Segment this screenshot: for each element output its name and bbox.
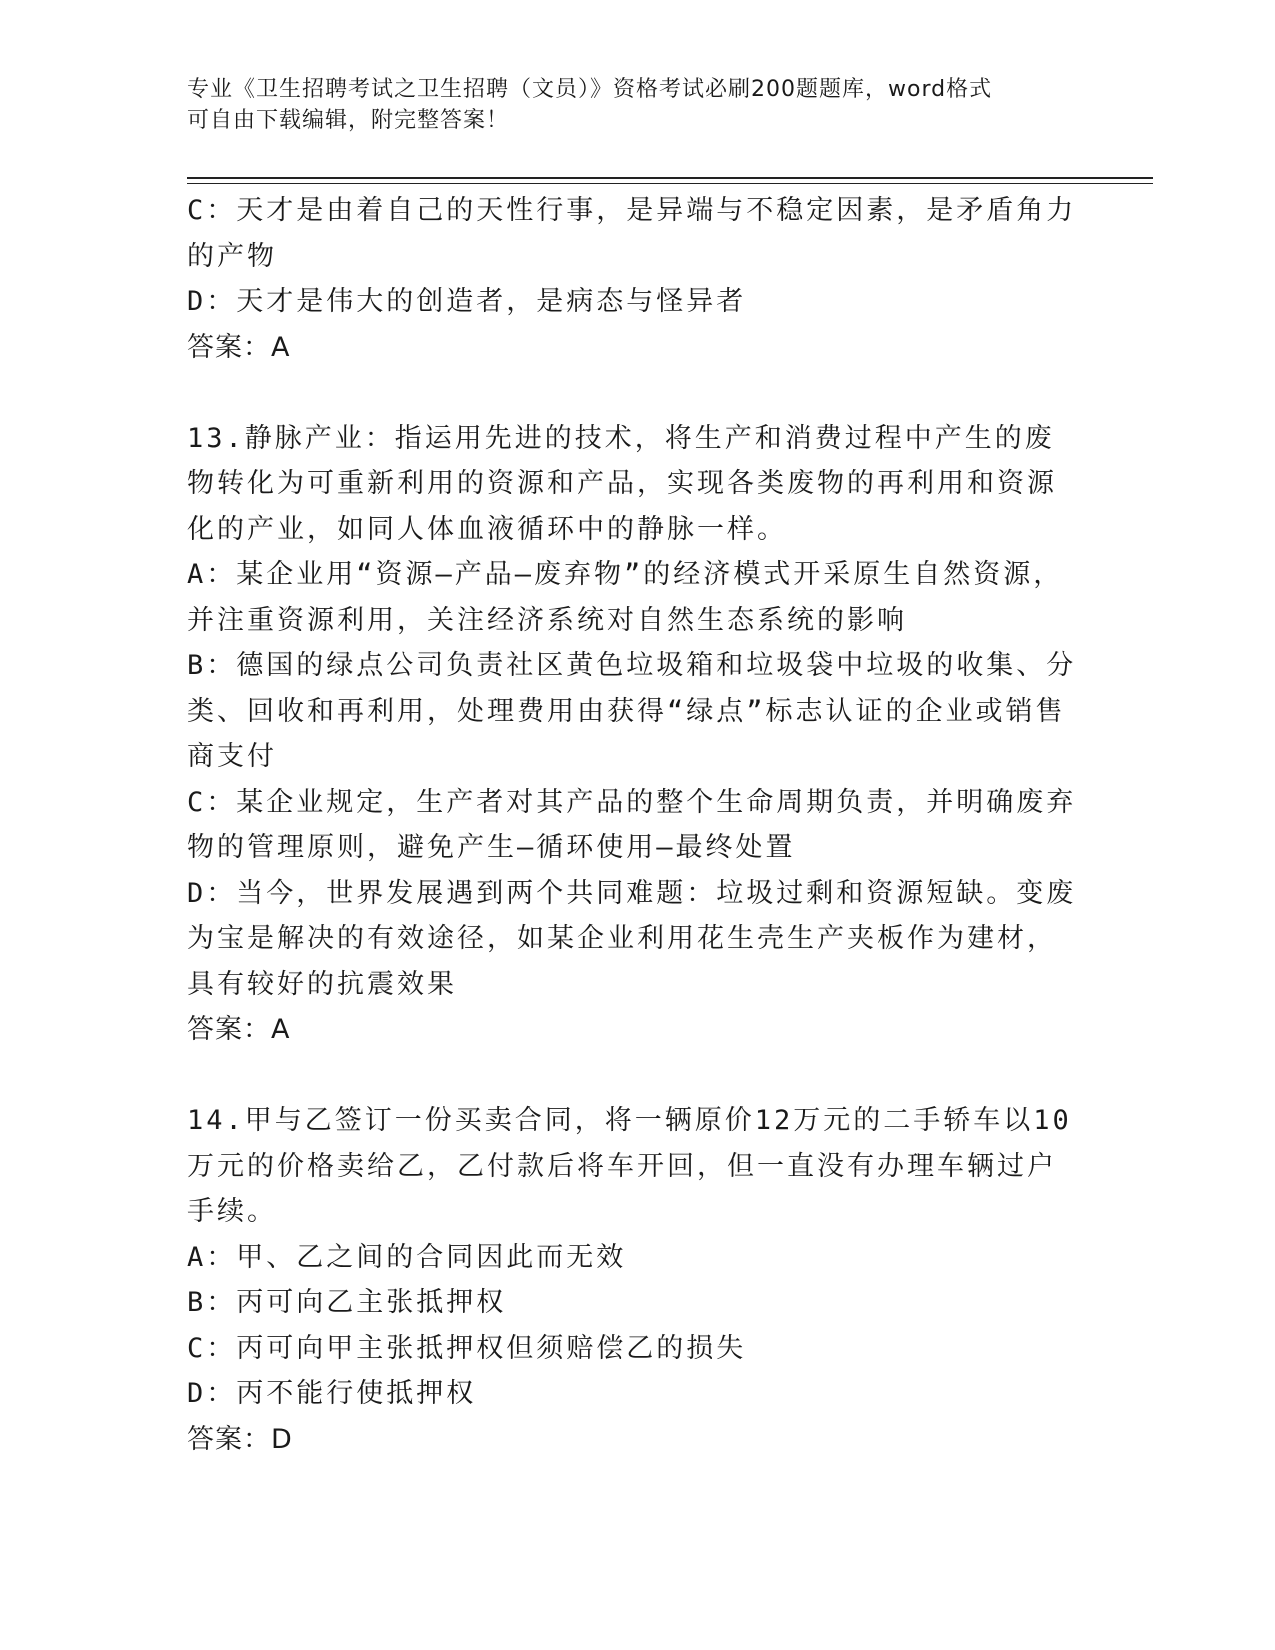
- spacer: [187, 1053, 1082, 1099]
- option-d: D：丙不能行使抵押权: [187, 1378, 477, 1409]
- option-c: C：某企业规定，生产者对其产品的整个生命周期负责，并明确废弃物的管理原则，避免产生—循环使用—最终处置: [187, 786, 1077, 863]
- answer: 答案：A: [187, 1014, 291, 1045]
- question-stem: 14.甲与乙签订一份买卖合同，将一辆原价12万元的二手轿车以10万元的价格卖给乙，乙付款后将车开回，但一直没有办理车辆过户手续。: [187, 1105, 1072, 1227]
- option-c: C：天才是由着自己的天性行事，是异端与不稳定因素，是矛盾角力的产物: [187, 195, 1077, 272]
- answer: 答案：D: [187, 1423, 293, 1455]
- question-14: [187, 1098, 1082, 1462]
- header-line-1: 专业《卫生招聘考试之卫生招聘（文员）》资格考试必刷200题题库，word格式: [187, 77, 993, 102]
- document-header: [187, 74, 1087, 136]
- question-content: [187, 188, 1082, 1462]
- previous-question: [187, 188, 1082, 370]
- option-d: D：天才是伟大的创造者，是病态与怪异者: [187, 286, 747, 317]
- question-stem: 13.静脉产业：指运用先进的技术，将生产和消费过程中产生的废物转化为可重新利用的资源和产品，实现各类废物的再利用和资源化的产业，如同人体血液循环中的静脉一样。: [187, 422, 1057, 545]
- header-divider-thin: [187, 183, 1153, 184]
- option-b: B：丙可向乙主张抵押权: [187, 1287, 507, 1318]
- option-d: D：当今，世界发展遇到两个共同难题：垃圾过剩和资源短缺。变废为宝是解决的有效途径，如某企业利用花生壳生产夹板作为建材，具有较好的抗震效果: [187, 877, 1077, 1000]
- option-b: B：德国的绿点公司负责社区黄色垃圾箱和垃圾袋中垃圾的收集、分类、回收和再利用，处理费用由获得“绿点”标志认证的企业或销售商支付: [187, 650, 1077, 772]
- answer: 答案：A: [187, 331, 291, 363]
- spacer: [187, 370, 1082, 416]
- option-a: A：某企业用“资源—产品—废弃物”的经济模式开采原生自然资源，并注重资源利用，关注经济系统对自然生态系统的影响: [187, 559, 1064, 636]
- option-c: C：丙可向甲主张抵押权但须赔偿乙的损失: [187, 1332, 747, 1364]
- header-line-2: 可自由下载编辑，附完整答案！: [187, 108, 510, 133]
- question-13: [187, 416, 1082, 1053]
- option-a: A：甲、乙之间的合同因此而无效: [187, 1241, 627, 1273]
- header-divider-thick: [187, 177, 1153, 179]
